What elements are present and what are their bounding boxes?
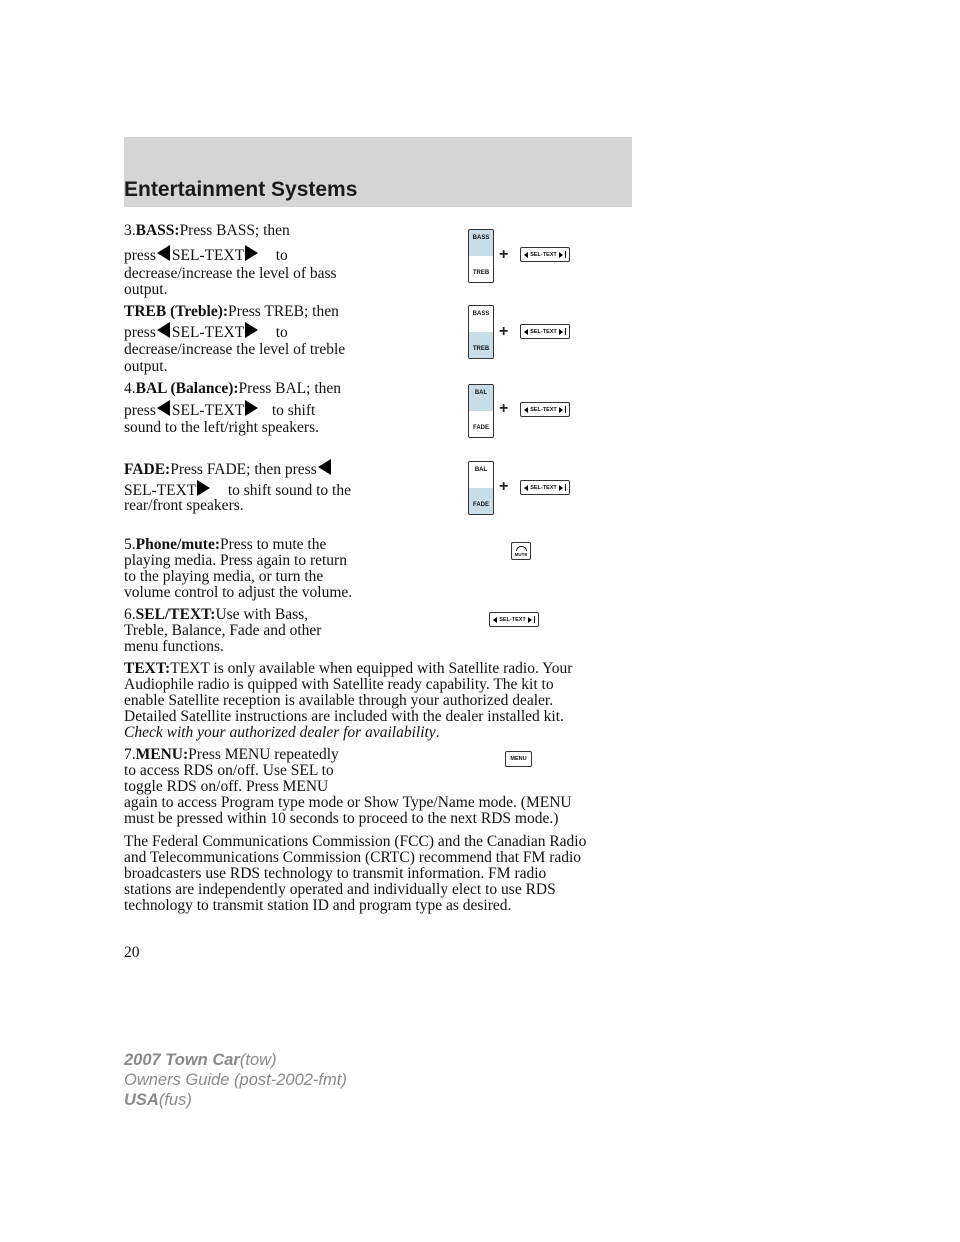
fade-line-2: SEL-TEXT to shift sound to the — [124, 482, 351, 499]
treb-line-4: output. — [124, 358, 168, 375]
seek-left-icon — [524, 485, 528, 491]
phone-icon — [516, 546, 527, 551]
seek-right-icon — [197, 480, 210, 496]
seek-left-icon — [157, 400, 170, 416]
phone-line-4: volume control to adjust the volume. — [124, 584, 353, 601]
text-line-1: TEXT:TEXT is only available when equipped with Satellite radio. Your — [124, 660, 573, 677]
bass-treb-button — [468, 305, 494, 359]
menu-line-1: 7.MENU:Press MENU repeatedly — [124, 746, 339, 763]
bal-line-2: press SEL-TEXT to shift — [124, 402, 316, 419]
bal-fade-button — [468, 461, 494, 515]
seek-right-icon — [559, 252, 563, 258]
treb-line-2: press SEL-TEXT to — [124, 324, 288, 341]
phone-line-3: to the playing media, or turn the — [124, 568, 324, 585]
menu-line-3: toggle RDS on/off. Press MENU — [124, 778, 329, 795]
phone-line-1: 5.Phone/mute:Press to mute the — [124, 536, 327, 553]
seek-right-icon — [245, 322, 258, 338]
treb-line-1: TREB (Treble):Press TREB; then — [124, 303, 339, 320]
bass-line-3: decrease/increase the level of bass — [124, 265, 337, 282]
seek-right-icon — [559, 485, 563, 491]
bass-line-4: output. — [124, 281, 168, 298]
phone-line-2: playing media. Press again to return — [124, 552, 347, 569]
treb-line-3: decrease/increase the level of treble — [124, 341, 346, 358]
bal-line-3: sound to the left/right speakers. — [124, 419, 319, 436]
page-title: Entertainment Systems — [124, 178, 358, 201]
sel-text-button: SEL-TEXT — [520, 324, 570, 339]
seek-left-icon — [493, 617, 497, 623]
fade-key-label: FADE — [472, 425, 489, 431]
seek-right-icon — [559, 329, 563, 335]
bass-treb-button — [468, 229, 494, 283]
seek-right-icon — [245, 245, 258, 261]
fade-key-label: FADE — [469, 488, 493, 514]
treb-key-label: TREB — [472, 270, 490, 276]
bal-key-label: BAL — [474, 467, 488, 473]
plus-sign: + — [499, 323, 509, 340]
footer-line-1: 2007 Town Car(tow) — [124, 1051, 277, 1069]
bass-key-label: BASS — [469, 230, 493, 256]
text-line-4: Detailed Satellite instructions are included with the dealer installed kit. — [124, 708, 564, 725]
bass-line-2: press SEL-TEXT to — [124, 247, 288, 264]
footer-line-3: USA(fus) — [124, 1091, 192, 1109]
fcc-line-1: The Federal Communications Commission (FCC) and the Canadian Radio — [124, 833, 587, 850]
seek-left-icon — [318, 459, 331, 475]
bal-key-label: BAL — [469, 385, 493, 411]
seek-right-icon — [245, 400, 258, 416]
bass-line-1: 3.BASS:Press BASS; then — [124, 222, 290, 239]
seek-left-icon — [524, 407, 528, 413]
page-number: 20 — [124, 944, 140, 961]
fcc-line-2: and Telecommunications Commission (CRTC) recommend that FM radio — [124, 849, 582, 866]
plus-sign: + — [499, 400, 509, 417]
menu-line-2: to access RDS on/off. Use SEL to — [124, 762, 334, 779]
seek-right-icon — [559, 407, 563, 413]
seltext-line-1: 6.SEL/TEXT:Use with Bass, — [124, 606, 309, 623]
sel-text-button: SEL-TEXT — [489, 612, 539, 627]
phone-mute-button: MUTE — [511, 542, 531, 560]
text-line-3: enable Satellite reception is available through your authorized dealer. — [124, 692, 554, 709]
fcc-line-4: stations are independently operated and individually elect to use RDS — [124, 881, 556, 898]
text-line-2: Audiophile radio is quipped with Satellite ready capability. The kit to — [124, 676, 554, 693]
bal-line-1: 4.BAL (Balance):Press BAL; then — [124, 380, 341, 397]
seltext-line-3: menu functions. — [124, 638, 224, 655]
fcc-line-5: technology to transmit station ID and program type as desired. — [124, 897, 512, 914]
sel-text-button: SEL-TEXT — [520, 247, 570, 262]
menu-line-4: again to access Program type mode or Show Type/Name mode. (MENU — [124, 794, 572, 811]
footer-line-2: Owners Guide (post-2002-fmt) — [124, 1071, 347, 1089]
seek-left-icon — [157, 322, 170, 338]
sel-text-button: SEL-TEXT — [520, 402, 570, 417]
seek-left-icon — [524, 329, 528, 335]
bal-fade-button — [468, 384, 494, 438]
seek-left-icon — [157, 245, 170, 261]
menu-button: MENU — [505, 751, 532, 767]
fcc-line-3: broadcasters use RDS technology to transmit information. FM radio — [124, 865, 547, 882]
plus-sign: + — [499, 246, 509, 263]
treb-key-label: TREB — [469, 332, 493, 358]
bass-key-label: BASS — [472, 311, 490, 317]
seek-left-icon — [524, 252, 528, 258]
plus-sign: + — [499, 478, 509, 495]
fade-line-3: rear/front speakers. — [124, 497, 244, 514]
fade-line-1: FADE:Press FADE; then press — [124, 459, 333, 479]
text-line-5: Check with your authorized dealer for availability. — [124, 724, 440, 741]
sel-text-button: SEL-TEXT — [520, 480, 570, 495]
menu-line-5: must be pressed within 10 seconds to proceed to the next RDS mode.) — [124, 810, 559, 827]
seltext-line-2: Treble, Balance, Fade and other — [124, 622, 322, 639]
seek-right-icon — [528, 617, 532, 623]
